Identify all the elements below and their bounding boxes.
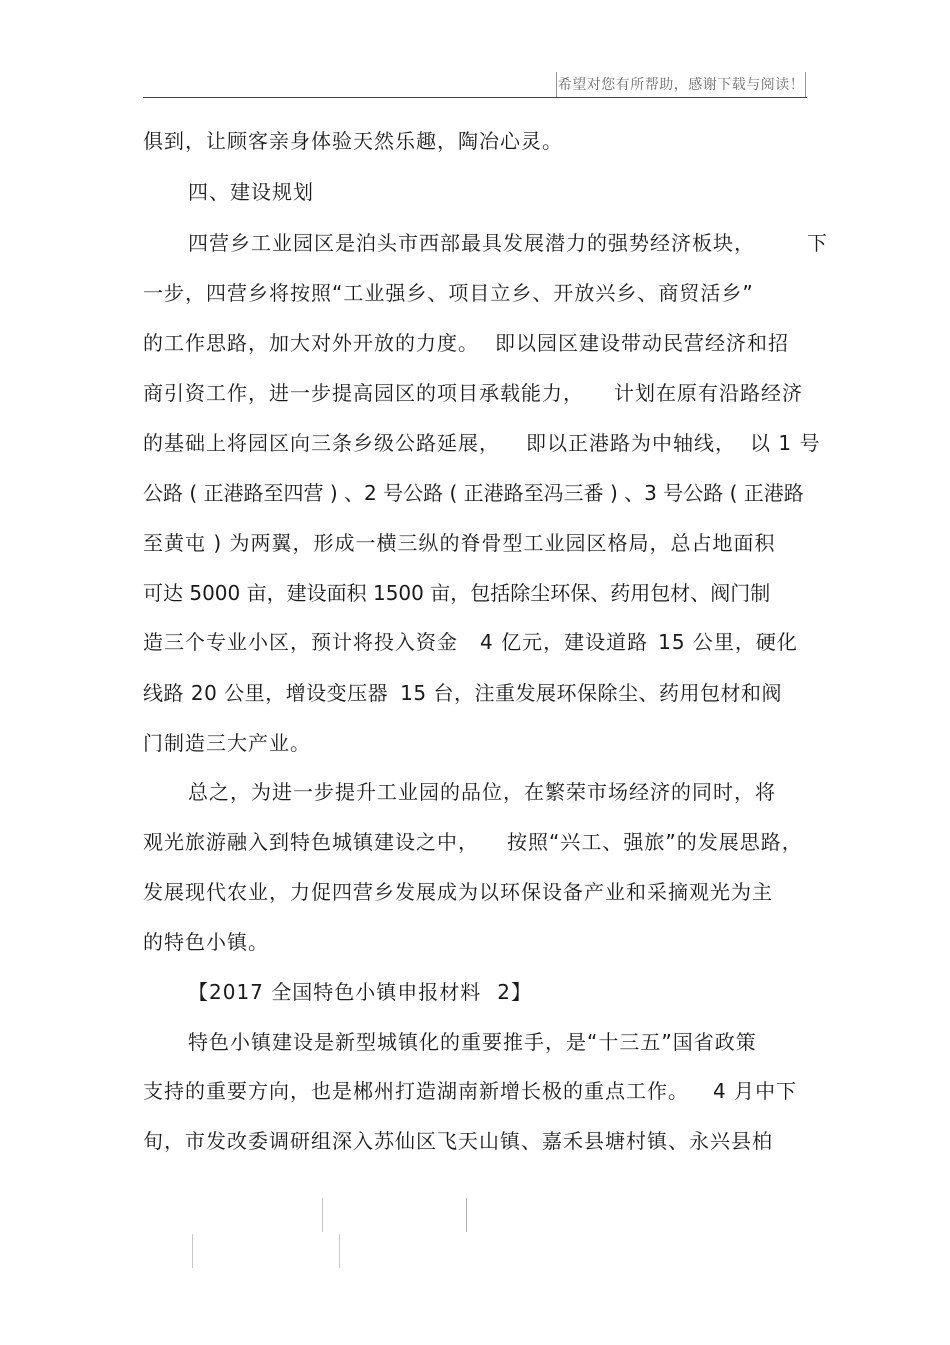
text-span: 可达 5000 亩，建设面积 1500 亩，包括除尘环保、药用包材、阀门制 [143, 581, 771, 605]
text-span: 即以正港路为中轴线， [526, 431, 736, 455]
text-span: 4 亿元，建设道路 [480, 630, 649, 654]
text-span: 俱到，让顾客亲身体验天然乐趣，陶冶心灵。 [143, 129, 563, 153]
text-span: 旬，市发改委调研组深入苏仙区飞天山镇、嘉禾县塘村镇、永兴县柏 [143, 1129, 773, 1153]
text-span: 计划在原有沿路经济 [614, 381, 803, 405]
text-span: 的工作思路，加大对外开放的力度。 [143, 331, 479, 355]
text-span: 支持的重要方向，也是郴州打造湖南新增长极的重点工作。 [143, 1079, 689, 1103]
scan-artifact-line [322, 1198, 323, 1232]
text-line [143, 381, 803, 405]
text-line [188, 231, 828, 255]
text-line [143, 531, 776, 555]
text-line [188, 780, 776, 804]
text-span: 【2017 全国特色小镇申报材料 [188, 980, 482, 1004]
text-line [143, 880, 773, 904]
scan-artifact-line [192, 1234, 193, 1268]
scan-artifact-line [466, 1198, 467, 1232]
text-span: 门制造三大产业。 [143, 731, 311, 755]
text-span: 15 公里，硬化 [658, 630, 798, 654]
text-span: 四营乡工业园区是泊头市西部最具发展潜力的强势经济板块， [188, 231, 755, 255]
text-line [143, 481, 804, 505]
text-span: 2】 [497, 980, 532, 1004]
text-span: 特色小镇建设是新型城镇化的重要推手，是“十三五”国省政策 [188, 1030, 757, 1054]
text-line [188, 1030, 757, 1054]
header-rule [143, 97, 807, 98]
text-span: 商引资工作，进一步提高园区的项目承载能力， [143, 381, 584, 405]
text-span: 一步，四营乡将按照“工业强乡、项目立乡、开放兴乡、商贸活乡” [143, 281, 754, 305]
text-line [143, 331, 789, 355]
text-span: 的基础上将园区向三条乡级公路延展， [143, 431, 500, 455]
text-span: 至黄屯 ) 为两翼，形成一横三纵的脊骨型工业园区格局，总占地面积 [143, 531, 776, 555]
text-span: 发展现代农业，力促四营乡发展成为以环保设备产业和采摘观光为主 [143, 880, 773, 904]
text-span: 造三个专业小区，预计将投入资金 [143, 630, 458, 654]
text-span: 按照“兴工、强旅”的发展思路， [507, 830, 803, 854]
text-line [143, 129, 563, 153]
text-span: 即以园区建设带动民营经济和招 [495, 331, 789, 355]
section-heading [188, 180, 314, 204]
text-span: 15 台，注重发展环保除尘、药用包材和阀 [400, 681, 782, 705]
text-line [143, 681, 782, 705]
text-span: 以 1 号 [750, 431, 821, 455]
text-span: 观光旅游融入到特色城镇建设之中， [143, 830, 479, 854]
text-span: 公路 ( 正港路至四营 ) 、2 号公路 ( 正港路至冯三番 ) 、3 号公路 ( 正港路 [143, 481, 804, 505]
text-span: 线路 20 公里，增设变压器 [143, 681, 389, 705]
text-line [143, 1079, 797, 1103]
text-line [143, 930, 269, 954]
text-span: 的特色小镇。 [143, 930, 269, 954]
text-line [143, 731, 311, 755]
text-line [143, 581, 770, 605]
text-span: 4 月中下 [713, 1079, 798, 1103]
text-span: 四、建设规划 [188, 180, 314, 204]
section-heading [188, 980, 532, 1004]
header-note: 希望对您有所帮助，感谢下载与阅读！ [556, 72, 806, 98]
text-line [143, 830, 803, 854]
text-span: 下 [807, 231, 828, 255]
scan-artifact-line [339, 1234, 340, 1268]
text-line [143, 630, 798, 654]
text-line [143, 431, 820, 455]
text-line [143, 1129, 773, 1153]
text-span: 总之，为进一步提升工业园的品位，在繁荣市场经济的同时，将 [188, 780, 776, 804]
text-line [143, 281, 754, 305]
